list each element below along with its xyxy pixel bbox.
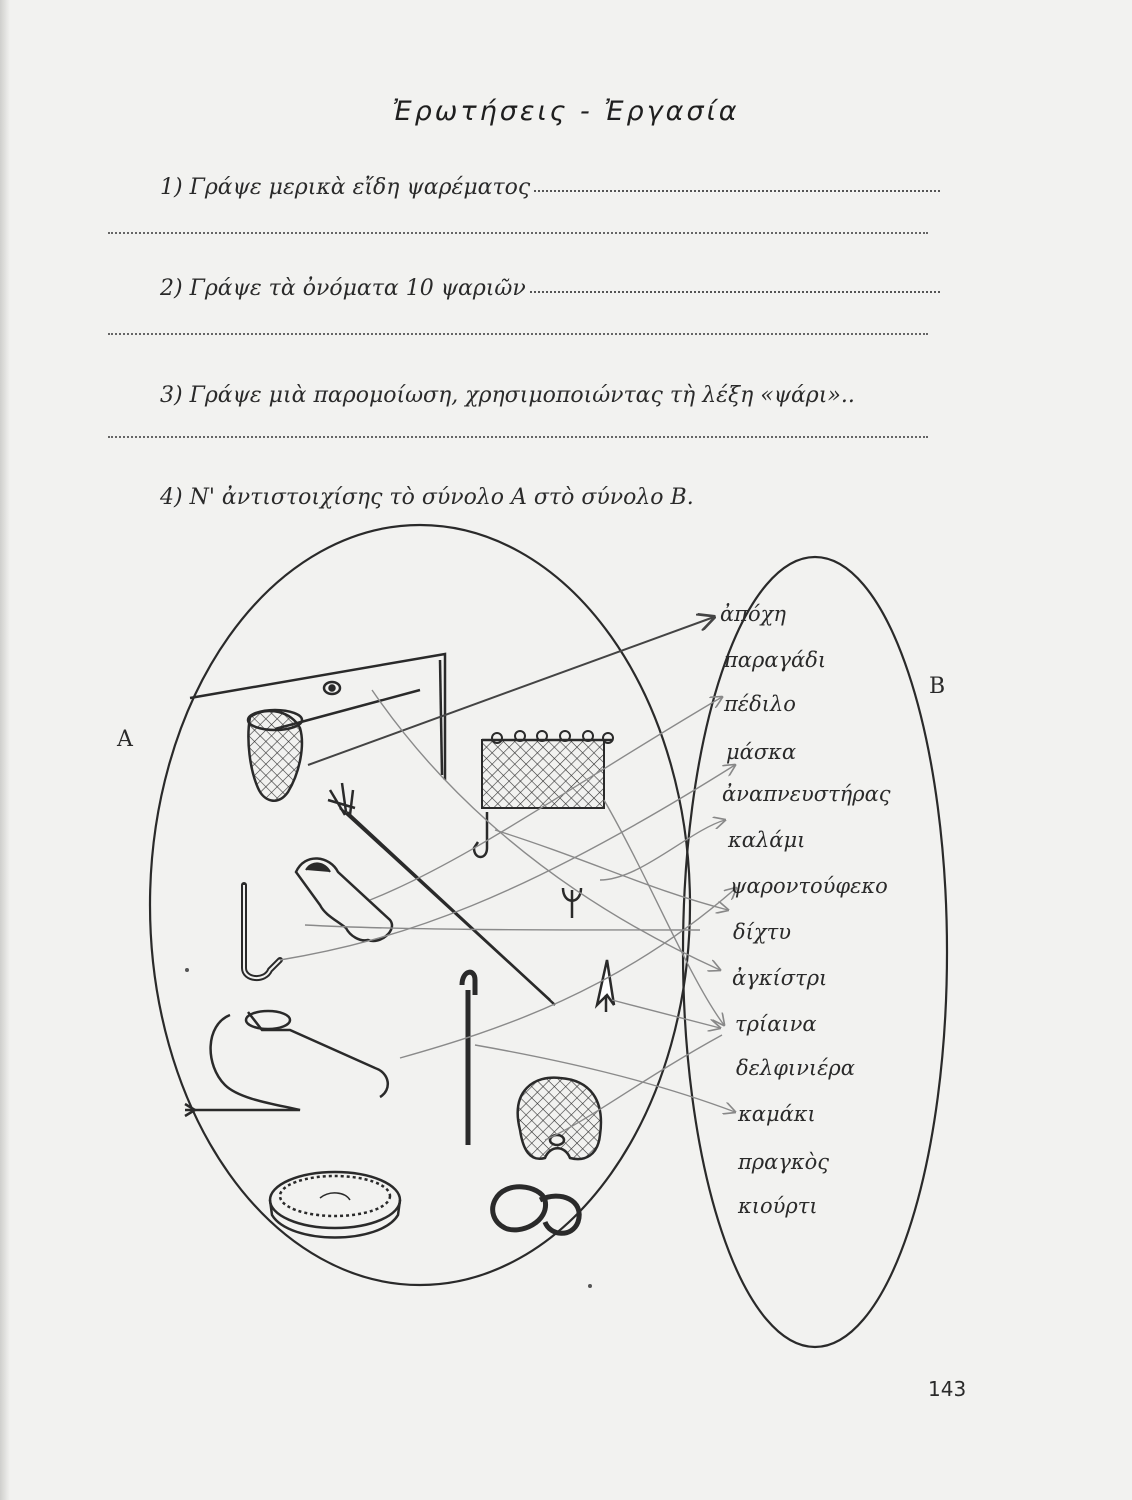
word-psarontoufeko[interactable]: ψαροντούφεκο	[730, 874, 888, 898]
word-pragkos[interactable]: πραγκὸς	[738, 1150, 830, 1174]
word-apochi[interactable]: ἀπόχη	[720, 602, 786, 626]
spear-arrow-drawing[interactable]	[185, 1011, 388, 1116]
keep-net-basket-drawing[interactable]	[518, 1078, 601, 1159]
question-1-text: 1) Γράψε μερικὰ εἴδη ψαρέματος	[160, 175, 531, 200]
question-2-text: 2) Γράψε τὰ ὀνόματα 10 ψαριῶν	[160, 276, 526, 301]
word-kamaki[interactable]: καμάκι	[738, 1102, 816, 1126]
fish-tub-drawing[interactable]	[270, 1172, 400, 1238]
word-maska[interactable]: μάσκα	[726, 740, 797, 764]
harpoon-tip-drawing[interactable]	[597, 960, 614, 1012]
word-paragadi[interactable]: παραγάδι	[724, 648, 827, 672]
word-dichtu[interactable]: δίχτυ	[733, 920, 791, 944]
swim-fin-drawing[interactable]	[296, 858, 392, 941]
word-kiourti[interactable]: κιούρτι	[738, 1194, 818, 1218]
word-delfiniera[interactable]: δελφινιέρα	[736, 1056, 855, 1080]
stray-mark	[588, 1284, 592, 1288]
stray-mark	[185, 968, 189, 972]
fishing-net-drawing[interactable]	[482, 731, 613, 808]
word-agkistri[interactable]: ἀγκίστρι	[732, 966, 828, 990]
word-triaina[interactable]: τρίαινα	[735, 1012, 817, 1036]
page-title: Ἐρωτήσεις - Ἐργασία	[392, 96, 740, 127]
word-anapneustiras[interactable]: ἀναπνευστήρας	[722, 782, 891, 806]
set-b-label: Β	[929, 674, 946, 699]
question-4-text: 4) Ν' ἀντιστοιχίσης τὸ σύνολο Α στὸ σύνολο Β.	[160, 485, 694, 510]
page-number: 143	[928, 1377, 967, 1401]
landing-net-drawing[interactable]	[248, 690, 420, 801]
word-pedilo[interactable]: πέδιλο	[724, 692, 796, 716]
set-b-ellipse	[683, 557, 947, 1347]
set-a-ellipse	[150, 525, 690, 1285]
hook-pole-drawing[interactable]	[462, 972, 475, 1145]
word-kalami[interactable]: καλάμι	[728, 828, 806, 852]
question-3-text: 3) Γράψε μιὰ παρομοίωση, χρησιμοποιώντας τὴ λέξη «ψάρι»..	[160, 383, 855, 408]
set-a-label: Α	[117, 727, 133, 752]
diving-mask-drawing[interactable]	[493, 1187, 580, 1233]
